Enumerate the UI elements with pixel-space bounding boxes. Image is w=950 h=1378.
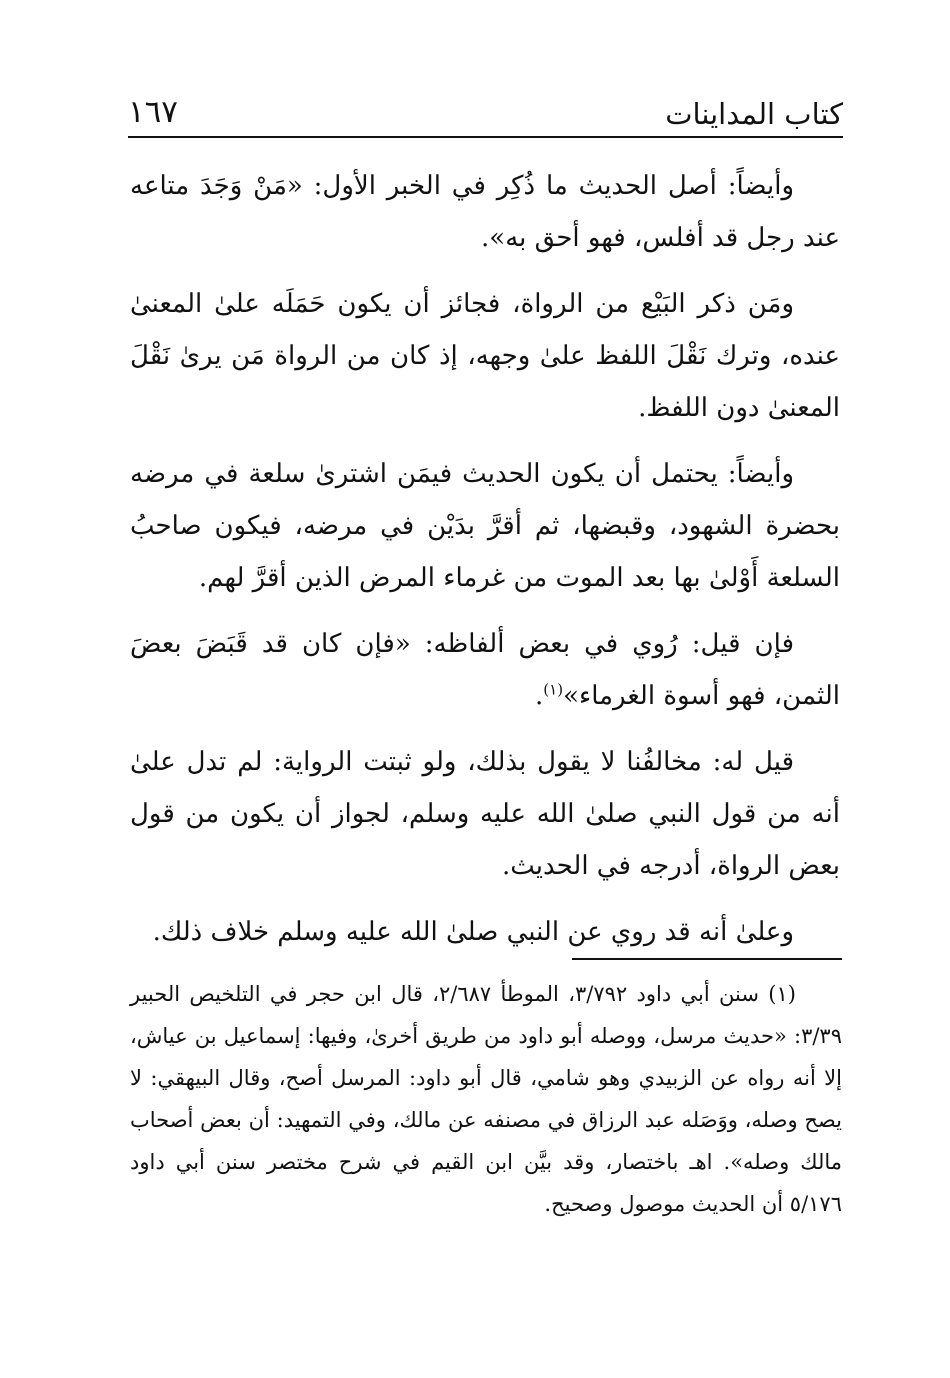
page-number: ١٦٧: [128, 94, 178, 130]
paragraph-4-text: فإن قيل: رُوي في بعض ألفاظه: «فإن كان قد قَبَضَ بعضَ الثمن، فهو أسوة الغرماء»: [130, 629, 840, 711]
main-text: [130, 160, 840, 958]
paragraph-5: قيل له: مخالفُنا لا يقول بذلك، ولو ثبتت الرواية: لم تدل علىٰ أنه من قول النبي صلىٰ الله عليه وسلم، لجواز أن يكون من قول بعض الرواة، أدرجه في الحديث.: [130, 747, 840, 881]
paragraph-3: وأيضاً: يحتمل أن يكون الحديث فيمَن اشترىٰ سلعة في مرضه بحضرة الشهود، وقبضها، ثم أقرَّ بدَيْن في مرضه، فيكون صاحبُ السلعة أَوْلىٰ بها بعد الموت من غرماء المرض الذين أقرَّ لهم.: [130, 459, 840, 593]
header-rule: [128, 136, 843, 138]
footnote-reference[interactable]: (١): [543, 680, 564, 699]
paragraph-4-end: .: [535, 681, 544, 711]
chapter-title: كتاب المداينات: [665, 97, 843, 131]
paragraph-2: ومَن ذكر البَيْع من الرواة، فجائز أن يكون حَمَلَه علىٰ المعنىٰ عنده، وترك نَقْلَ اللفظ علىٰ وجهه، إذ كان من الرواة مَن يرىٰ نَقْلَ المعنىٰ دون اللفظ.: [130, 289, 840, 423]
paragraph-1: وأيضاً: أصل الحديث ما ذُكِر في الخبر الأول: «مَنْ وَجَدَ متاعه عند رجل قد أفلس، فهو أحق به».: [130, 171, 840, 253]
footnote-divider: [572, 958, 842, 960]
paragraph-6: وعلىٰ أنه قد روي عن النبي صلىٰ الله عليه وسلم خلاف ذلك.: [152, 917, 794, 947]
paragraph-4: [130, 618, 840, 722]
footnote-1: (١) سنن أبي داود ٣/٧٩٢، الموطأ ٢/٦٨٧، قال ابن حجر في التلخيص الحبير ٣/٣٩: «حديث مرسل، ووصله أبو داود من طريق أخرىٰ، وفيها: إسماعيل بن عياش، إلا أنه رواه عن الزبيدي وهو شامي، قال أبو داود: المرسل أصح، وقال البيهقي: لا يصح وصله، ووَصَله عبد الرزاق في مصنفه عن مالك، وفي التمهيد: أن بعض أصحاب مالك وصله». اهـ باختصار، وقد بيَّن ابن القيم في شرح مختصر سنن أبي داود ٥/١٧٦ أن الحديث موصول وصحيح.: [130, 982, 842, 1216]
footnote-section: [130, 973, 842, 1225]
running-header: [128, 88, 843, 136]
